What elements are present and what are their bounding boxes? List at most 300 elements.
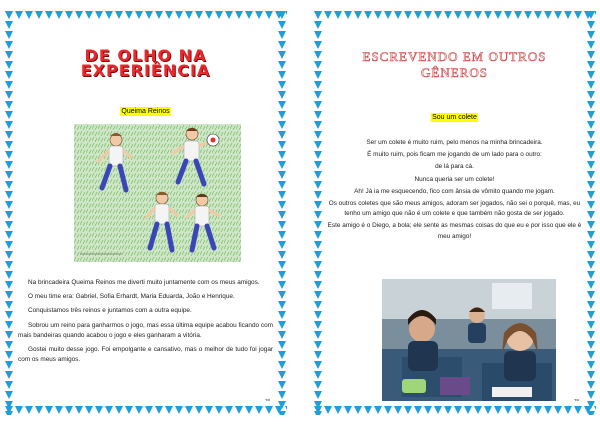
border-triangle bbox=[404, 406, 412, 414]
border-triangle bbox=[45, 406, 53, 414]
border-triangle bbox=[5, 301, 13, 309]
border-triangle bbox=[587, 401, 595, 409]
title-line-2: EXPERIÊNCIA bbox=[80, 61, 211, 80]
border-triangle bbox=[278, 311, 286, 319]
border-triangle bbox=[278, 111, 286, 119]
border-triangle bbox=[5, 201, 13, 209]
border-triangle bbox=[314, 131, 322, 139]
children-drawing-image bbox=[74, 124, 241, 262]
border-triangle bbox=[5, 31, 13, 39]
right-page bbox=[313, 10, 596, 415]
border-triangle bbox=[155, 11, 163, 19]
border-triangle bbox=[5, 111, 13, 119]
border-triangle bbox=[115, 11, 123, 19]
left-page bbox=[4, 10, 287, 415]
border-triangle bbox=[587, 201, 595, 209]
border-triangle bbox=[314, 401, 322, 409]
border-triangle bbox=[175, 11, 183, 19]
border-triangle bbox=[105, 11, 113, 19]
border-triangle bbox=[5, 51, 13, 59]
left-body-text bbox=[18, 278, 273, 369]
border-triangle bbox=[5, 321, 13, 329]
decorative-border-bottom bbox=[4, 405, 287, 415]
border-triangle bbox=[364, 406, 372, 414]
border-triangle bbox=[314, 231, 322, 239]
border-triangle bbox=[235, 11, 243, 19]
border-triangle bbox=[55, 11, 63, 19]
border-triangle bbox=[587, 161, 595, 169]
border-triangle bbox=[314, 61, 322, 69]
border-triangle bbox=[324, 11, 332, 19]
border-triangle bbox=[195, 406, 203, 414]
right-page-content bbox=[327, 24, 582, 401]
border-triangle bbox=[155, 406, 163, 414]
left-page-content bbox=[18, 24, 273, 401]
border-triangle bbox=[25, 11, 33, 19]
page-number: 39 bbox=[573, 398, 579, 401]
border-triangle bbox=[314, 361, 322, 369]
border-triangle bbox=[587, 191, 595, 199]
border-triangle bbox=[5, 271, 13, 279]
border-triangle bbox=[5, 121, 13, 129]
border-triangle bbox=[314, 21, 322, 29]
border-triangle bbox=[125, 406, 133, 414]
border-triangle bbox=[278, 361, 286, 369]
border-triangle bbox=[314, 111, 322, 119]
page-title bbox=[327, 49, 582, 81]
border-triangle bbox=[225, 11, 233, 19]
border-triangle bbox=[574, 11, 582, 19]
border-triangle bbox=[324, 406, 332, 414]
border-triangle bbox=[444, 406, 452, 414]
border-triangle bbox=[314, 81, 322, 89]
border-triangle bbox=[587, 311, 595, 319]
border-triangle bbox=[45, 11, 53, 19]
border-triangle bbox=[314, 211, 322, 219]
border-triangle bbox=[165, 406, 173, 414]
border-triangle bbox=[105, 406, 113, 414]
border-triangle bbox=[5, 251, 13, 259]
border-triangle bbox=[175, 406, 183, 414]
border-triangle bbox=[587, 391, 595, 399]
border-triangle bbox=[314, 271, 322, 279]
border-triangle bbox=[504, 11, 512, 19]
border-triangle bbox=[5, 151, 13, 159]
border-triangle bbox=[587, 81, 595, 89]
decorative-border-top bbox=[4, 10, 287, 20]
border-triangle bbox=[504, 406, 512, 414]
border-triangle bbox=[85, 11, 93, 19]
border-triangle bbox=[85, 406, 93, 414]
border-triangle bbox=[278, 371, 286, 379]
title-line-1: DE OLHO NA bbox=[84, 46, 207, 65]
border-triangle bbox=[5, 131, 13, 139]
border-triangle bbox=[444, 11, 452, 19]
border-triangle bbox=[344, 11, 352, 19]
border-triangle bbox=[185, 406, 193, 414]
border-triangle bbox=[404, 11, 412, 19]
border-triangle bbox=[245, 11, 253, 19]
border-triangle bbox=[5, 81, 13, 89]
border-triangle bbox=[278, 411, 286, 415]
border-triangle bbox=[587, 371, 595, 379]
right-body-text bbox=[327, 138, 582, 244]
border-triangle bbox=[314, 371, 322, 379]
border-triangle bbox=[145, 11, 153, 19]
border-triangle bbox=[314, 31, 322, 39]
border-triangle bbox=[574, 406, 582, 414]
border-triangle bbox=[278, 201, 286, 209]
border-triangle bbox=[165, 11, 173, 19]
border-triangle bbox=[255, 11, 263, 19]
border-triangle bbox=[278, 21, 286, 29]
paragraph: Na brincadeira Queima Reinos me diverti muito juntamente com os meus amigos. bbox=[28, 279, 260, 286]
border-triangle bbox=[5, 71, 13, 79]
border-triangle bbox=[35, 11, 43, 19]
border-triangle bbox=[587, 261, 595, 269]
border-triangle bbox=[5, 341, 13, 349]
border-triangle bbox=[587, 91, 595, 99]
decorative-border-bottom bbox=[313, 405, 596, 415]
border-triangle bbox=[5, 311, 13, 319]
border-triangle bbox=[314, 121, 322, 129]
border-triangle bbox=[587, 151, 595, 159]
border-triangle bbox=[334, 11, 342, 19]
page-number: 38 bbox=[264, 398, 270, 401]
section-label: Sou um colete bbox=[432, 114, 477, 121]
border-triangle bbox=[95, 406, 103, 414]
border-triangle bbox=[278, 11, 286, 19]
border-triangle bbox=[5, 161, 13, 169]
border-triangle bbox=[5, 261, 13, 269]
border-triangle bbox=[278, 141, 286, 149]
border-triangle bbox=[5, 371, 13, 379]
border-triangle bbox=[5, 91, 13, 99]
border-triangle bbox=[587, 111, 595, 119]
border-triangle bbox=[394, 11, 402, 19]
border-triangle bbox=[314, 11, 322, 19]
border-triangle bbox=[474, 406, 482, 414]
border-triangle bbox=[374, 406, 382, 414]
paragraph: O meu time era: Gabriel, Sofia Erhardt, Maria Eduarda, João e Henrique. bbox=[28, 293, 235, 301]
section-label: Queima Reinos bbox=[121, 108, 170, 115]
border-triangle bbox=[344, 406, 352, 414]
border-triangle bbox=[464, 406, 472, 414]
border-triangle bbox=[15, 11, 23, 19]
border-triangle bbox=[205, 11, 213, 19]
border-triangle bbox=[5, 241, 13, 249]
border-triangle bbox=[314, 311, 322, 319]
border-triangle bbox=[75, 406, 83, 414]
border-triangle bbox=[587, 291, 595, 299]
border-triangle bbox=[587, 411, 595, 415]
decorative-border-left bbox=[313, 10, 323, 415]
border-triangle bbox=[587, 351, 595, 359]
border-triangle bbox=[587, 301, 595, 309]
text-line: É muito ruim, pois ficam me jogando de um lado para o outro: bbox=[367, 151, 542, 159]
border-triangle bbox=[5, 361, 13, 369]
border-triangle bbox=[544, 11, 552, 19]
border-triangle bbox=[314, 201, 322, 209]
paragraph: Sobrou um reino para ganharmos o jogo, mas essa última equipe acabou ficando com mais bandeiras quando acabou o jogo e eles ganharam a vitória. bbox=[18, 321, 273, 339]
border-triangle bbox=[5, 291, 13, 299]
border-triangle bbox=[15, 406, 23, 414]
border-triangle bbox=[314, 171, 322, 179]
page-title bbox=[18, 48, 273, 78]
border-triangle bbox=[314, 51, 322, 59]
border-triangle bbox=[278, 381, 286, 389]
border-triangle bbox=[5, 41, 13, 49]
border-triangle bbox=[278, 151, 286, 159]
border-triangle bbox=[195, 11, 203, 19]
border-triangle bbox=[314, 161, 322, 169]
border-triangle bbox=[587, 171, 595, 179]
border-triangle bbox=[384, 406, 392, 414]
border-triangle bbox=[314, 251, 322, 259]
border-triangle bbox=[265, 11, 273, 19]
section-label-wrap bbox=[18, 100, 273, 118]
border-triangle bbox=[314, 341, 322, 349]
border-triangle bbox=[75, 11, 83, 19]
border-triangle bbox=[135, 11, 143, 19]
border-triangle bbox=[434, 406, 442, 414]
decorative-border-top bbox=[313, 10, 596, 20]
border-triangle bbox=[364, 11, 372, 19]
border-triangle bbox=[587, 331, 595, 339]
border-triangle bbox=[454, 406, 462, 414]
border-triangle bbox=[314, 151, 322, 159]
border-triangle bbox=[5, 351, 13, 359]
border-triangle bbox=[278, 391, 286, 399]
border-triangle bbox=[587, 61, 595, 69]
border-triangle bbox=[424, 11, 432, 19]
border-triangle bbox=[314, 181, 322, 189]
border-triangle bbox=[514, 11, 522, 19]
border-triangle bbox=[278, 61, 286, 69]
border-triangle bbox=[278, 231, 286, 239]
border-triangle bbox=[414, 406, 422, 414]
border-triangle bbox=[5, 141, 13, 149]
border-triangle bbox=[278, 281, 286, 289]
border-triangle bbox=[5, 411, 13, 415]
border-triangle bbox=[564, 406, 572, 414]
border-triangle bbox=[587, 181, 595, 189]
border-triangle bbox=[5, 11, 13, 19]
border-triangle bbox=[278, 301, 286, 309]
border-triangle bbox=[5, 331, 13, 339]
border-triangle bbox=[587, 141, 595, 149]
border-triangle bbox=[384, 11, 392, 19]
border-triangle bbox=[245, 406, 253, 414]
border-triangle bbox=[554, 11, 562, 19]
border-triangle bbox=[278, 241, 286, 249]
border-triangle bbox=[278, 161, 286, 169]
border-triangle bbox=[278, 171, 286, 179]
paragraph: Conquistamos três reinos e juntamos com a outra equipe. bbox=[28, 307, 192, 315]
border-triangle bbox=[587, 251, 595, 259]
border-triangle bbox=[314, 221, 322, 229]
border-triangle bbox=[474, 11, 482, 19]
border-triangle bbox=[278, 291, 286, 299]
paragraph: Gostei muito desse jogo. Foi empolgante e cansativo, mas o melhor de tudo foi jogar com os meus amigos. bbox=[18, 346, 273, 364]
border-triangle bbox=[314, 291, 322, 299]
border-triangle bbox=[205, 406, 213, 414]
border-triangle bbox=[65, 406, 73, 414]
border-triangle bbox=[278, 71, 286, 79]
border-triangle bbox=[5, 171, 13, 179]
border-triangle bbox=[235, 406, 243, 414]
border-triangle bbox=[65, 11, 73, 19]
border-triangle bbox=[278, 341, 286, 349]
border-triangle bbox=[587, 51, 595, 59]
border-triangle bbox=[95, 11, 103, 19]
border-triangle bbox=[314, 331, 322, 339]
border-triangle bbox=[484, 406, 492, 414]
border-triangle bbox=[185, 11, 193, 19]
border-triangle bbox=[334, 406, 342, 414]
border-triangle bbox=[314, 241, 322, 249]
border-triangle bbox=[587, 211, 595, 219]
border-triangle bbox=[554, 406, 562, 414]
border-triangle bbox=[314, 191, 322, 199]
border-triangle bbox=[5, 381, 13, 389]
decorative-border-right bbox=[586, 10, 596, 415]
border-triangle bbox=[314, 71, 322, 79]
border-triangle bbox=[587, 321, 595, 329]
border-triangle bbox=[215, 406, 223, 414]
border-triangle bbox=[5, 181, 13, 189]
border-triangle bbox=[278, 91, 286, 99]
border-triangle bbox=[434, 11, 442, 19]
border-triangle bbox=[564, 11, 572, 19]
border-triangle bbox=[314, 321, 322, 329]
border-triangle bbox=[454, 11, 462, 19]
border-triangle bbox=[5, 61, 13, 69]
border-triangle bbox=[587, 381, 595, 389]
border-triangle bbox=[115, 406, 123, 414]
border-triangle bbox=[394, 406, 402, 414]
border-triangle bbox=[135, 406, 143, 414]
border-triangle bbox=[5, 101, 13, 109]
border-triangle bbox=[278, 41, 286, 49]
border-triangle bbox=[278, 121, 286, 129]
border-triangle bbox=[278, 321, 286, 329]
border-triangle bbox=[55, 406, 63, 414]
border-triangle bbox=[35, 406, 43, 414]
border-triangle bbox=[494, 406, 502, 414]
border-triangle bbox=[587, 41, 595, 49]
section-label-wrap bbox=[327, 106, 582, 124]
border-triangle bbox=[587, 121, 595, 129]
border-triangle bbox=[314, 301, 322, 309]
border-triangle bbox=[278, 31, 286, 39]
border-triangle bbox=[374, 11, 382, 19]
text-line: Ah! Já ia me esquecendo, fico com ânsia de vômito quando me jogam. bbox=[354, 187, 555, 195]
decorative-border-left bbox=[4, 10, 14, 415]
border-triangle bbox=[587, 31, 595, 39]
border-triangle bbox=[278, 401, 286, 409]
border-triangle bbox=[265, 406, 273, 414]
border-triangle bbox=[5, 401, 13, 409]
border-triangle bbox=[5, 221, 13, 229]
border-triangle bbox=[278, 181, 286, 189]
border-triangle bbox=[255, 406, 263, 414]
border-triangle bbox=[278, 221, 286, 229]
border-triangle bbox=[587, 11, 595, 19]
border-triangle bbox=[5, 231, 13, 239]
decorative-border-right bbox=[277, 10, 287, 415]
text-line: Nunca queria ser um colete! bbox=[414, 175, 495, 183]
border-triangle bbox=[125, 11, 133, 19]
border-triangle bbox=[5, 191, 13, 199]
border-triangle bbox=[314, 281, 322, 289]
border-triangle bbox=[278, 51, 286, 59]
border-triangle bbox=[278, 331, 286, 339]
border-triangle bbox=[354, 406, 362, 414]
text-line: Os outros coletes que são meus amigos, adoram ser jogados, não sei o porquê, mas, eu tenho um amigo que não é um colete e que também não gosta de ser jogado. bbox=[328, 200, 581, 218]
border-triangle bbox=[354, 11, 362, 19]
border-triangle bbox=[587, 71, 595, 79]
title-line-2: GÊNEROS bbox=[421, 65, 488, 80]
border-triangle bbox=[225, 406, 233, 414]
border-triangle bbox=[534, 406, 542, 414]
classroom-photo bbox=[382, 279, 556, 401]
border-triangle bbox=[314, 381, 322, 389]
border-triangle bbox=[314, 351, 322, 359]
border-triangle bbox=[587, 221, 595, 229]
border-triangle bbox=[314, 101, 322, 109]
border-triangle bbox=[314, 391, 322, 399]
border-triangle bbox=[278, 211, 286, 219]
border-triangle bbox=[5, 281, 13, 289]
border-triangle bbox=[314, 41, 322, 49]
border-triangle bbox=[215, 11, 223, 19]
border-triangle bbox=[464, 11, 472, 19]
border-triangle bbox=[414, 11, 422, 19]
border-triangle bbox=[5, 391, 13, 399]
text-line: Este amigo é o Diego, a bola; ele sente as mesmas coisas do que eu e por isso que ele é meu amigo! bbox=[327, 222, 582, 240]
border-triangle bbox=[587, 131, 595, 139]
border-triangle bbox=[587, 341, 595, 349]
border-triangle bbox=[534, 11, 542, 19]
border-triangle bbox=[5, 211, 13, 219]
border-triangle bbox=[484, 11, 492, 19]
border-triangle bbox=[278, 101, 286, 109]
border-triangle bbox=[278, 81, 286, 89]
border-triangle bbox=[278, 251, 286, 259]
border-triangle bbox=[25, 406, 33, 414]
border-triangle bbox=[424, 406, 432, 414]
border-triangle bbox=[587, 21, 595, 29]
text-line: de lá para cá. bbox=[435, 163, 474, 171]
text-line: Ser um colete é muito ruim, pelo menos na minha brincadeira. bbox=[366, 139, 543, 146]
border-triangle bbox=[587, 281, 595, 289]
border-triangle bbox=[314, 261, 322, 269]
border-triangle bbox=[278, 131, 286, 139]
border-triangle bbox=[278, 261, 286, 269]
border-triangle bbox=[587, 101, 595, 109]
border-triangle bbox=[314, 141, 322, 149]
border-triangle bbox=[314, 91, 322, 99]
border-triangle bbox=[587, 241, 595, 249]
border-triangle bbox=[544, 406, 552, 414]
title-line-1: ESCREVENDO EM OUTROS bbox=[362, 49, 547, 64]
border-triangle bbox=[314, 411, 322, 415]
border-triangle bbox=[587, 271, 595, 279]
border-triangle bbox=[278, 351, 286, 359]
border-triangle bbox=[524, 406, 532, 414]
border-triangle bbox=[278, 271, 286, 279]
